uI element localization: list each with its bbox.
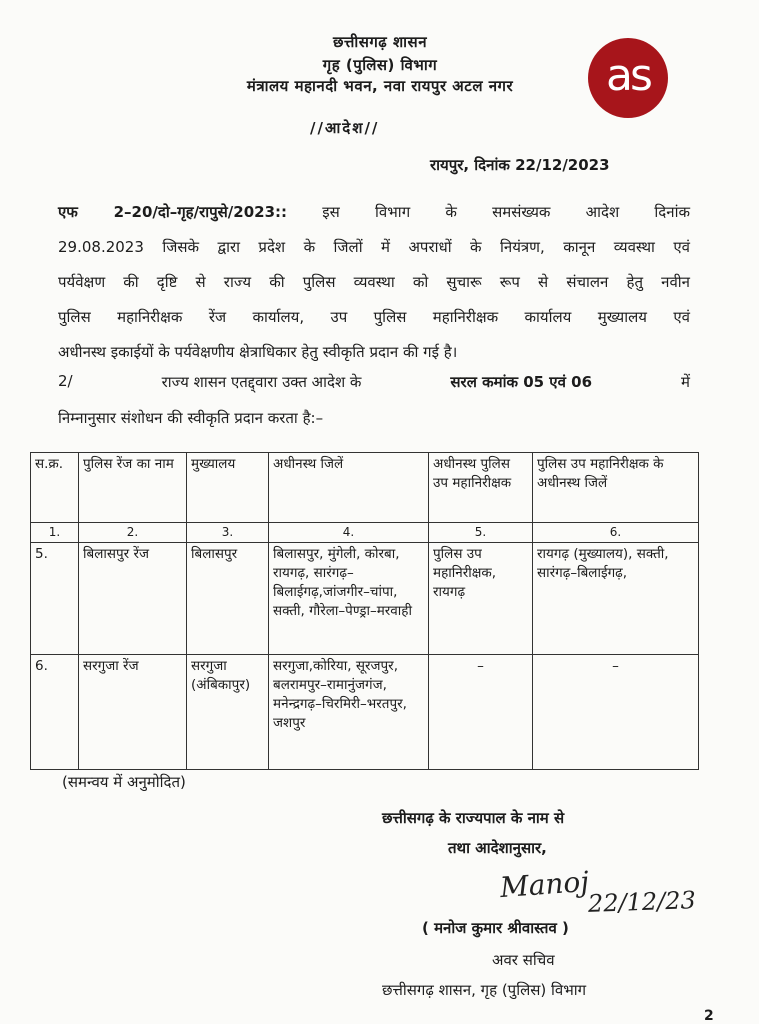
cell-headquarters: सरगुजा (अंबिकापुर)	[187, 655, 269, 770]
index-cell: 3.	[187, 523, 269, 543]
paragraph-1-line-4: पुलिस महानिरीक्षक रेंज कार्यालय, उप पुलिस महानिरीक्षक कार्यालय मुख्यालय एवं	[58, 308, 690, 326]
header-districts: अधीनस्थ जिलें	[269, 453, 429, 523]
watermark-logo: as	[588, 38, 668, 118]
para1-text-1: इस विभाग के समसंख्यक आदेश दिनांक	[322, 203, 691, 221]
index-cell: 2.	[79, 523, 187, 543]
paragraph-2-pre: राज्य शासन एतद्द्वारा उक्त आदेश के	[161, 373, 362, 391]
cell-districts: सरगुजा,कोरिया, सूरजपुर, बलरामपुर–रामानुंजगंज, मनेन्द्रगढ़–चिरमिरी–भरतपुर, जशपुर	[269, 655, 429, 770]
approval-note: (समन्वय में अनुमोदित)	[62, 773, 186, 791]
paragraph-2-post: में	[681, 373, 690, 391]
handwritten-date: 22/12/23	[587, 886, 697, 918]
paragraph-2-line-1	[58, 372, 690, 392]
cell-range-name: सरगुजा रेंज	[79, 655, 187, 770]
paragraph-number: 2/	[58, 372, 73, 390]
signatory-name: ( मनोज कुमार श्रीवास्तव )	[422, 919, 569, 937]
header-address: मंत्रालय महानदी भवन, नवा रायपुर अटल नगर	[246, 77, 514, 95]
header-headquarters: मुख्यालय	[187, 453, 269, 523]
header-range-name: पुलिस रेंज का नाम	[79, 453, 187, 523]
closing-line-2: तथा आदेशानुसार,	[448, 839, 547, 857]
table-row	[31, 543, 699, 655]
header-dig: अधीनस्थ पुलिस उप महानिरीक्षक	[429, 453, 533, 523]
paragraph-2-bold: सरल कमांक 05 एवं 06	[450, 373, 593, 391]
signatory-designation: अवर सचिव	[492, 951, 555, 969]
cell-dig: –	[429, 655, 533, 770]
paragraph-1	[58, 195, 690, 370]
paragraph-2-line-2: निम्नानुसार संशोधन की स्वीकृति प्रदान करता है:–	[58, 409, 324, 427]
cell-headquarters: बिलासपुर	[187, 543, 269, 655]
header-serial: स.क्र.	[31, 453, 79, 523]
signatory-department: छत्तीसगढ़ शासन, गृह (पुलिस) विभाग	[382, 981, 587, 999]
order-title: //आदेश//	[310, 119, 380, 137]
place-date: रायपुर, दिनांक 22/12/2023	[430, 156, 610, 174]
cell-districts: बिलासपुर, मुंगेली, कोरबा, रायगढ़, सारंगढ़–बिलाईगढ़,जांजगीर–चांपा, सक्ती, गौरेला–पेण्ड्रा–मरवाही	[269, 543, 429, 655]
file-reference: एफ 2–20/दो–गृह/रापुसे/2023::	[58, 203, 288, 221]
index-cell: 5.	[429, 523, 533, 543]
table-header-row	[31, 453, 699, 523]
index-cell: 6.	[533, 523, 699, 543]
paragraph-1-line-2: 29.08.2023 जिसके द्वारा प्रदेश के जिलों में अपराधों के नियंत्रण, कानून व्यवस्था एवं	[58, 238, 690, 256]
cell-dig-districts: –	[533, 655, 699, 770]
index-cell: 1.	[31, 523, 79, 543]
cell-serial: 6.	[31, 655, 79, 770]
cell-range-name: बिलासपुर रेंज	[79, 543, 187, 655]
paragraph-1-line-3: पर्यवेक्षण की दृष्टि से राज्य की पुलिस व्यवस्था को सुचारू रूप से संचालन हेतु नवीन	[58, 273, 690, 291]
cell-serial: 5.	[31, 543, 79, 655]
table-row	[31, 655, 699, 770]
paragraph-1-line-5: अधीनस्थ इकाईयों के पर्यवेक्षणीय क्षेत्राधिकार हेतु स्वीकृति प्रदान की गई है।	[58, 343, 458, 361]
cell-dig-districts: रायगढ़ (मुख्यालय), सक्ती, सारंगढ़–बिलाईगढ़,	[533, 543, 699, 655]
closing-line-1: छत्तीसगढ़ के राज्यपाल के नाम से	[382, 809, 565, 827]
cell-dig: पुलिस उप महानिरीक्षक, रायगढ़	[429, 543, 533, 655]
range-table	[30, 452, 699, 770]
header-government: छत्तीसगढ़ शासन	[332, 33, 428, 51]
paragraph-1-line-1	[58, 195, 690, 230]
header-department: गृह (पुलिस) विभाग	[322, 56, 438, 74]
page-number: 2	[704, 1008, 714, 1024]
header-dig-districts: पुलिस उप महानिरीक्षक के अधीनस्थ जिलें	[533, 453, 699, 523]
index-cell: 4.	[269, 523, 429, 543]
handwritten-signature: Manoj	[498, 864, 590, 905]
table-index-row	[31, 523, 699, 543]
